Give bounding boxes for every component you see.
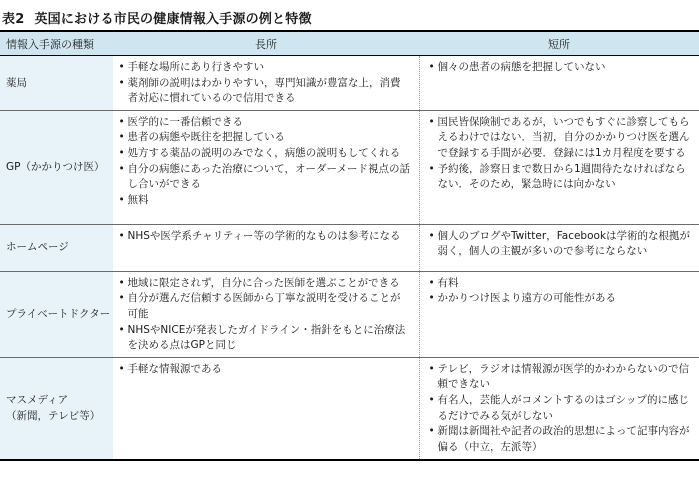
- row-category: [0, 357, 113, 460]
- cons-list: [428, 229, 694, 260]
- pros-cell: [113, 271, 419, 357]
- cons-list: [428, 276, 694, 307]
- cons-list: [428, 362, 694, 456]
- pros-list: [118, 115, 411, 209]
- pro-item: • 薬剤師の説明はわかりやすい，専門知識が豊富な上，消費者対応に慣れているので信用できる: [118, 76, 411, 107]
- category-label: GP（かかりつけ医）: [6, 160, 105, 173]
- pro-item: • 地域に限定されず，自分に合った医師を選ぶことができる: [118, 276, 411, 292]
- cons-cell: [419, 110, 699, 224]
- category-label: （新聞，テレビ等）: [6, 410, 101, 422]
- con-item: • 国民皆保険制であるが，いつでもすぐに診察してもらえるわけではない．当初，自分のかかりつけ医を選んで登録する手間が必要．登録には1カ月程度を要する: [428, 115, 694, 162]
- con-item: • 有名人，芸能人がコメントするのはゴシップ的に感じるだけでみる気がしない: [428, 393, 694, 424]
- table-row: [0, 357, 699, 460]
- row-category: [0, 56, 113, 111]
- pro-item: • 医学的に一番信頼できる: [118, 115, 411, 131]
- row-category: [0, 224, 113, 271]
- pro-item: • NHSやNICEが発表したガイドライン・指針をもとに治療法を決める点はGPと同じ: [118, 323, 411, 354]
- pros-cell: [113, 56, 419, 111]
- cons-list: [428, 115, 694, 193]
- con-item: • かかりつけ医より遠方の可能性がある: [428, 291, 694, 307]
- category-label: 薬局: [6, 76, 27, 89]
- con-item: • 有料: [428, 276, 694, 292]
- category-label: ホームページ: [6, 241, 69, 254]
- con-item: • テレビ，ラジオは情報源が医学的かわからないので信頼できない: [428, 362, 694, 393]
- table-title: 英国における市民の健康情報入手源の例と特徴: [34, 12, 312, 27]
- cons-cell: [419, 224, 699, 271]
- pros-list: [118, 229, 411, 245]
- table-caption: [2, 8, 312, 27]
- header-cons: 短所: [419, 31, 699, 56]
- table-number: 表2: [2, 12, 25, 27]
- pros-cell: [113, 357, 419, 460]
- info-source-table: [0, 30, 699, 461]
- header-pros: 長所: [113, 31, 419, 56]
- pro-item: • 無料: [118, 193, 411, 209]
- pros-cell: [113, 224, 419, 271]
- table-row: [0, 110, 699, 224]
- pros-list: [118, 60, 411, 107]
- cons-cell: [419, 357, 699, 460]
- table-row: [0, 271, 699, 357]
- pro-item: • 手軽な情報源である: [118, 362, 411, 378]
- category-label: プライベートドクター: [6, 307, 111, 320]
- pro-item: • 手軽な場所にあり行きやすい: [118, 60, 411, 76]
- header-category: 情報入手源の種類: [0, 31, 113, 56]
- pro-item: • 自分が選んだ信頼する医師から丁寧な説明を受けることが可能: [118, 291, 411, 322]
- pro-item: • 処方する薬品の説明のみでなく，病態の説明もしてくれる: [118, 146, 411, 162]
- table-header: [0, 31, 699, 56]
- table-row: [0, 56, 699, 111]
- row-category: [0, 110, 113, 224]
- pros-list: [118, 276, 411, 354]
- cons-list: [428, 60, 694, 76]
- pros-list: [118, 362, 411, 378]
- pro-item: • 患者の病態や既往を把握している: [118, 130, 411, 146]
- category-label: マスメディア: [6, 394, 69, 407]
- con-item: • 新聞は新聞社や記者の政治的思想によって記事内容が偏る（中立，左派等）: [428, 424, 694, 455]
- table-body: [0, 56, 699, 461]
- pro-item: • NHSや医学系チャリティー等の学術的なものは参考になる: [118, 229, 411, 245]
- con-item: • 個人のブログやTwitter，Facebookは学術的な根拠が弱く，個人の主観が多いので参考にならない: [428, 229, 694, 260]
- pros-cell: [113, 110, 419, 224]
- pro-item: • 自分の病態にあった治療について，オーダーメード視点の話し合いができる: [118, 162, 411, 193]
- row-category: [0, 271, 113, 357]
- table-row: [0, 224, 699, 271]
- cons-cell: [419, 271, 699, 357]
- con-item: • 予約後，診察日まで数日から1週間待たなければならない．そのため，緊急時には向かない: [428, 162, 694, 193]
- cons-cell: [419, 56, 699, 111]
- con-item: • 個々の患者の病態を把握していない: [428, 60, 694, 76]
